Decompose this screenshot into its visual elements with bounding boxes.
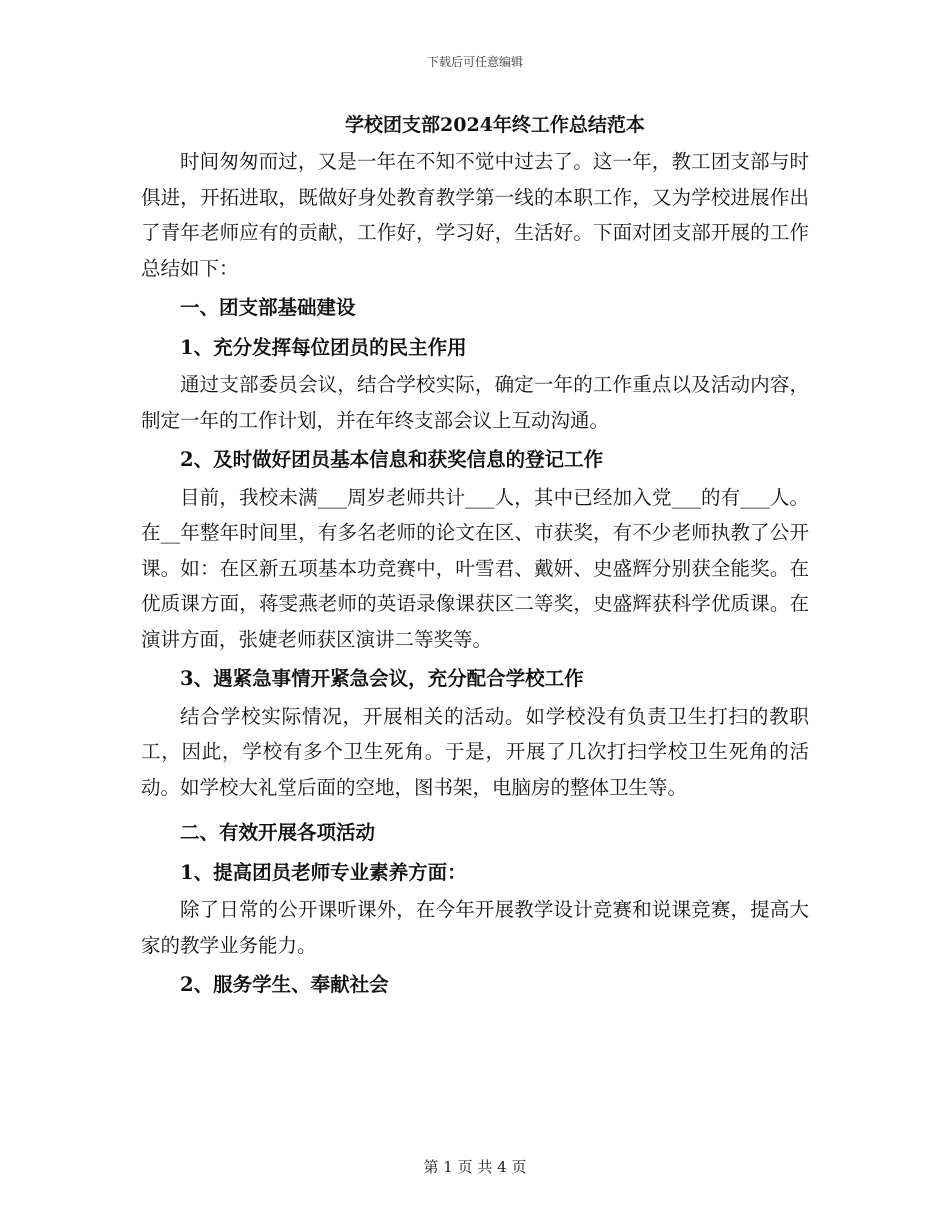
document-title: 学校团支部2024年终工作总结范本 xyxy=(345,114,645,136)
section1-item3-text: 结合学校实际情况，开展相关的活动。如学校没有负责卫生打扫的教职工，因此，学校有多个卫生死角。于是，开展了几次打扫学校卫生死角的活动。如学校大礼堂后面的空地，图书架，电脑房的整体卫生等。 xyxy=(141,704,809,799)
header-note: 下载后可任意编辑 xyxy=(426,55,523,69)
section1-item3-heading: 3、遇紧急事情开紧急会议，充分配合学校工作 xyxy=(180,667,584,690)
section1-item1-heading: 1、充分发挥每位团员的民主作用 xyxy=(180,335,467,359)
section1-item1-text: 通过支部委员会议，结合学校实际，确定一年的工作重点以及活动内容，制定一年的工作计划，并在年终支部会议上互动沟通。 xyxy=(141,373,809,432)
section2-item1-heading: 1、提高团员老师专业素养方面： xyxy=(180,860,467,884)
section2-item2-heading: 2、服务学生、奉献社会 xyxy=(180,973,389,996)
intro-paragraph: 时间匆匆而过，又是一年在不知不觉中过去了。这一年，教工团支部与时俱进，开拓进取，既做好身处教育教学第一线的本职工作，又为学校进展作出了青年老师应有的贡献，工作好，学习好，生活好。下面对团支部开展的工作总结如下： xyxy=(141,150,809,280)
section1-item2-heading: 2、及时做好团员基本信息和获奖信息的登记工作 xyxy=(180,448,604,471)
page-footer: 第 1 页 共 4 页 xyxy=(423,1158,527,1176)
section1-item2-text: 目前，我校未满___周岁老师共计___人，其中已经加入党___的有___人。在__年整年时间里，有多名老师的论文在区、市获奖，有不少老师执教了公开课。如：在区新五项基本功竞赛中，叶雪君、戴妍、史盛辉分别获全能奖。在优质课方面，蒋雯燕老师的英语录像课获区二等奖，史盛辉获科学优质课。在演讲方面，张婕老师获区演讲二等奖等。 xyxy=(141,485,809,651)
section1-heading: 一、团支部基础建设 xyxy=(180,296,356,319)
section2-heading: 二、有效开展各项活动 xyxy=(180,821,376,844)
section2-item1-text: 除了日常的公开课听课外，在今年开展教学设计竞赛和说课竞赛，提高大家的教学业务能力。 xyxy=(141,898,809,957)
document-body xyxy=(141,110,809,1005)
